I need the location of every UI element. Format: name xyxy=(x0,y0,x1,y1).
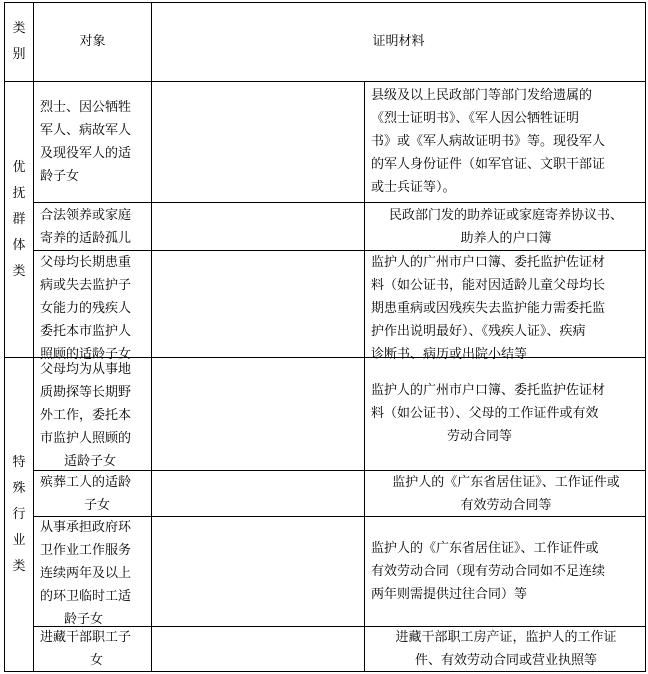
object-line: 卫作业工作服务 xyxy=(40,543,132,558)
object-line: 从事承担政府环 xyxy=(40,520,132,535)
material-line: 件、有效劳动合同或营业执照等 xyxy=(414,653,597,668)
header-material: 证明材料 xyxy=(372,34,425,49)
table-row-object xyxy=(34,204,151,250)
group-label-char: 群 xyxy=(12,211,26,227)
material-line: 有效劳动合同（现有劳动合同如不足连续 xyxy=(371,564,606,579)
border-object-right xyxy=(151,2,152,672)
material-line: 期患重病或因残疾失去监护能力需委托监 xyxy=(371,301,606,316)
table-row-material xyxy=(365,537,645,606)
material-line: 进藏干部职工房产证，监护人的工作证 xyxy=(395,630,617,645)
border-header-bottom xyxy=(4,81,646,82)
material-line: 料（如公证书）、父母的工作证件或有效 xyxy=(371,406,599,421)
object-line: 烈士、因公牺牲 xyxy=(40,100,132,115)
material-line: 监护人的广州市户口簿、委托监护佐证材 xyxy=(371,255,606,270)
object-line: 进藏干部职工子 xyxy=(40,630,132,645)
object-line: 殡葬工人的适龄 xyxy=(40,475,132,490)
object-line: 病或失去监护子 xyxy=(40,278,132,293)
object-line: 军人、病故军人 xyxy=(40,123,132,138)
table-row-object xyxy=(34,471,151,517)
table-row-material xyxy=(365,471,645,517)
material-line: 的军人身份证件（如军官证、文职干部证 xyxy=(371,157,606,172)
object-line: 女 xyxy=(90,653,104,668)
object-line: 龄子女 xyxy=(64,612,104,627)
group-label-char: 行 xyxy=(12,506,26,522)
object-line: 父母均为从事地 xyxy=(40,362,132,377)
group-label-char: 殊 xyxy=(12,480,26,496)
border-row1-bottom xyxy=(33,202,646,203)
object-line: 子女 xyxy=(84,498,111,513)
table-row-object xyxy=(34,626,151,672)
table-row-object xyxy=(34,96,151,188)
header-object: 对象 xyxy=(79,34,106,49)
material-line: 两年则需提供过往合同）等 xyxy=(371,587,528,602)
group-label-char: 体 xyxy=(12,237,26,253)
group-label-char: 特 xyxy=(12,454,26,470)
object-line: 质勘探等长期野 xyxy=(40,385,132,400)
table-row-material xyxy=(365,379,645,448)
object-line: 龄子女 xyxy=(40,169,80,184)
group-label-char: 类 xyxy=(12,558,26,574)
object-line: 及现役军人的适 xyxy=(40,146,132,161)
group-label-char: 抚 xyxy=(12,185,26,201)
object-line: 适龄子女 xyxy=(64,454,117,469)
material-line: 监护人的广州市户口簿、委托监护佐证材 xyxy=(371,383,606,398)
object-line: 合法领养或家庭 xyxy=(40,208,132,223)
group-label-teshu xyxy=(5,358,33,671)
group-label-char: 业 xyxy=(12,532,26,548)
material-line: 劳动合同等 xyxy=(447,429,513,444)
group-label-youfu xyxy=(5,82,33,357)
table-row-material xyxy=(365,204,645,250)
header-category-char: 别 xyxy=(12,47,26,62)
object-line: 市监护人照顾的 xyxy=(40,431,132,446)
object-line: 寄养的适龄孤儿 xyxy=(40,231,132,246)
object-line: 连续两年及以上 xyxy=(40,566,132,581)
table-row-object xyxy=(34,516,151,631)
header-category xyxy=(5,3,33,81)
material-line: 助养人的户口簿 xyxy=(460,231,552,246)
object-line: 父母均长期患重 xyxy=(40,255,132,270)
material-line: 有效劳动合同等 xyxy=(460,498,552,513)
material-line: 监护人的《广东省居住证》、工作证件或 xyxy=(392,475,620,490)
border-right xyxy=(645,2,646,672)
group-label-char: 优 xyxy=(12,159,26,175)
material-line: 民政部门发的助养证或家庭寄养协议书、 xyxy=(388,208,623,223)
object-line: 委托本市监护人 xyxy=(40,324,132,339)
object-line: 女能力的残疾人 xyxy=(40,301,132,316)
material-line: 县级及以上民政部门等部门发给遗属的 xyxy=(371,88,593,103)
material-line: 监护人的《广东省居住证》、工作证件或 xyxy=(371,541,599,556)
table-row-object xyxy=(34,358,151,473)
material-line: 护作出说明最好）、《残疾人证》、疾病 xyxy=(371,324,586,339)
object-line: 外工作，委托本 xyxy=(40,408,132,423)
table-row-material xyxy=(365,84,645,199)
table-row-material xyxy=(365,251,645,366)
material-line: 书》或《军人病故证明书》等。现役军人 xyxy=(371,134,606,149)
table-row-material xyxy=(365,626,645,672)
material-line: 《烈士证明书》、《军人因公牺牲证明 xyxy=(371,111,580,126)
material-line: 或士兵证等）。 xyxy=(371,180,456,195)
object-line: 照顾的适龄子女 xyxy=(40,347,132,362)
group-label-char: 类 xyxy=(12,263,26,279)
header-category-char: 类 xyxy=(12,21,26,36)
table-row-object xyxy=(34,251,151,366)
material-line: 诊断书、病历或出院小结等 xyxy=(371,347,528,362)
object-line: 的环卫临时工适 xyxy=(40,589,132,604)
material-line: 料（如公证书，能对因适龄儿童父母均长 xyxy=(371,278,606,293)
